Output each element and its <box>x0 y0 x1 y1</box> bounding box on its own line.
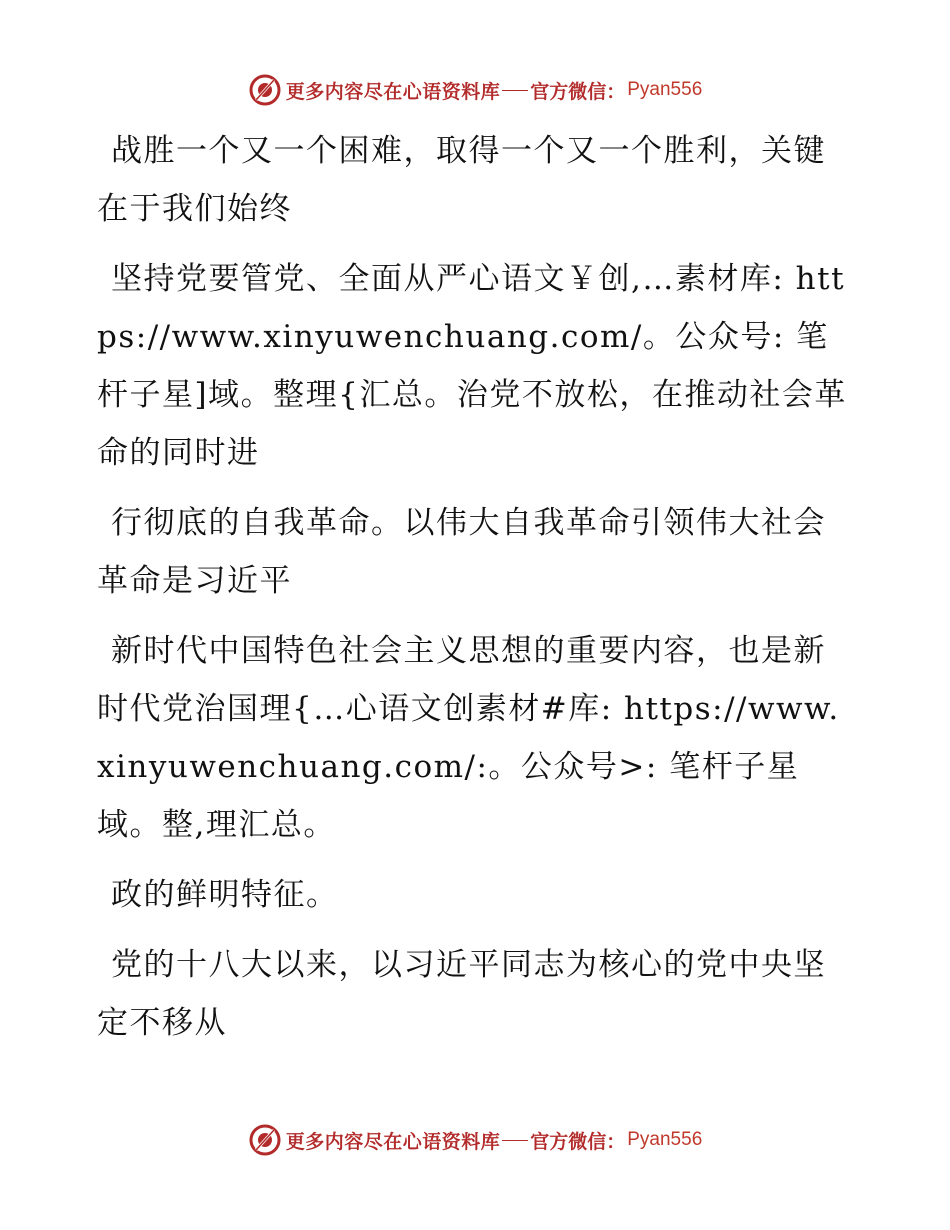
header-wechat-label: 官方微信： <box>530 80 626 103</box>
footer-banner <box>0 1120 950 1160</box>
paragraph-1 <box>97 122 857 238</box>
paragraph-6 <box>97 936 857 1052</box>
brand-logo-icon <box>248 73 282 107</box>
header-brand-text: 更多内容尽在心语资料库 <box>285 80 501 103</box>
paragraph-5 <box>97 866 857 924</box>
footer-wechat-label: 官方微信： <box>530 1130 626 1153</box>
footer-brand-text: 更多内容尽在心语资料库 <box>285 1130 501 1153</box>
footer-wechat-id: Pyan556 <box>627 1129 703 1150</box>
paragraph-text: 战胜一个又一个困难，取得一个又一个胜利，关键在于我们始终 <box>97 133 826 227</box>
document-body <box>97 122 857 1064</box>
paragraph-2 <box>97 250 857 482</box>
header-banner <box>0 70 950 110</box>
paragraph-text: 行彻底的自我革命。以伟大自我革命引领伟大社会革命是习近平 <box>97 505 826 599</box>
paragraph-text: 党的十八大以来，以习近平同志为核心的党中央坚定不移从 <box>97 947 826 1041</box>
paragraph-4 <box>97 622 857 854</box>
header-wechat-id: Pyan556 <box>627 79 703 100</box>
footer-dash <box>502 1140 528 1141</box>
header-dash <box>502 90 528 91</box>
paragraph-text: 坚持党要管党、全面从严心语文￥创,…素材库: https://www.xinyuwenchuang.com/。公众号: 笔杆子星]域。整理{汇总。治党不放松，在推动社会革命的同时进 <box>97 261 847 471</box>
brand-logo-icon <box>248 1123 282 1157</box>
paragraph-3 <box>97 494 857 610</box>
paragraph-text: 政的鲜明特征。 <box>111 877 339 913</box>
paragraph-text: 新时代中国特色社会主义思想的重要内容，也是新时代党治国理{…心语文创素材#库: https://www.xinyuwenchuang.com/:。公众号>: 笔杆子星域。整,理汇总。 <box>97 633 840 843</box>
